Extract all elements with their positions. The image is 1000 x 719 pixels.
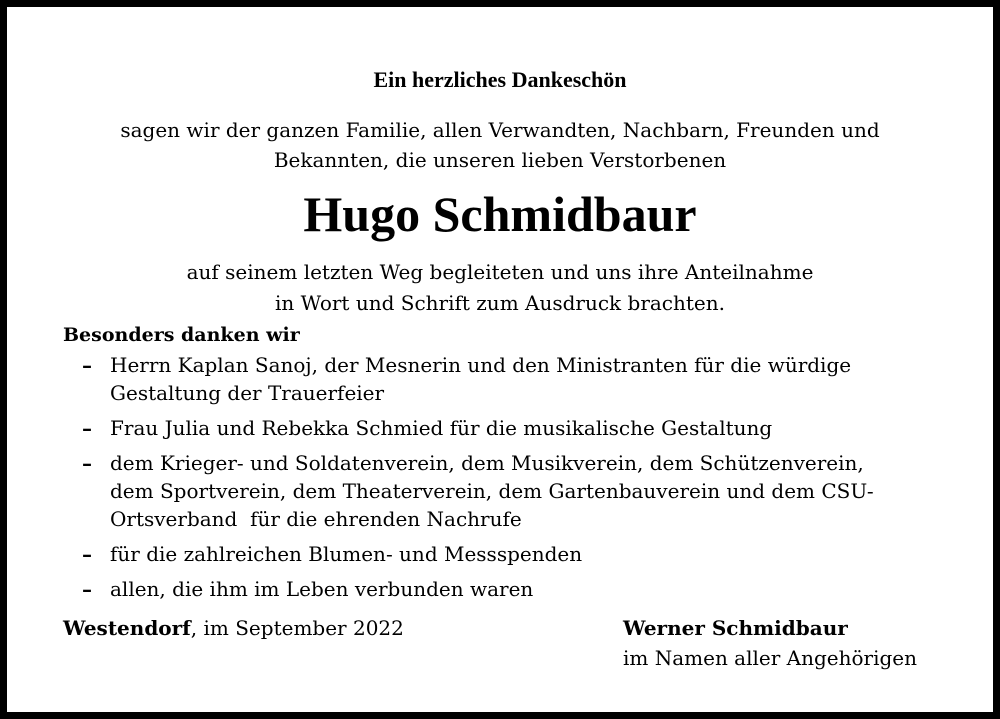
place-date: [63, 613, 404, 643]
list-item: [82, 449, 942, 533]
list-item-line: Gestaltung der Trauerfeier: [110, 381, 385, 405]
thanks-paragraph: [7, 115, 993, 175]
list-item-line: allen, die ihm im Leben verbunden waren: [110, 577, 534, 601]
list-item: [82, 575, 942, 603]
thanks-line: sagen wir der ganzen Familie, allen Verwandten, Nachbarn, Freunden und: [120, 118, 880, 142]
thanks-line: Bekannten, die unseren lieben Verstorbenen: [273, 148, 727, 172]
list-item-line: Herrn Kaplan Sanoj, der Mesnerin und den Ministranten für die würdige: [110, 353, 852, 377]
accompanied-line: auf seinem letzten Weg begleiteten und uns ihre Anteilnahme: [186, 260, 814, 284]
list-item-line: Ortsverband für die ehrenden Nachrufe: [110, 507, 522, 531]
signatory-name: Werner Schmidbaur: [623, 616, 848, 640]
signature-block: [623, 613, 917, 673]
date-text: , im September 2022: [190, 616, 404, 640]
list-item-line: dem Krieger- und Soldatenverein, dem Musikverein, dem Schützenverein,: [110, 451, 864, 475]
deceased-name: Hugo Schmidbaur: [303, 186, 697, 242]
place-name: Westendorf: [63, 616, 191, 640]
list-item: [82, 540, 942, 568]
signatory-note: im Namen aller Angehörigen: [623, 646, 918, 670]
dash-bullet-icon: –: [82, 353, 92, 377]
dash-bullet-icon: –: [82, 451, 92, 475]
dash-bullet-icon: –: [82, 577, 92, 601]
notice-heading: Ein herzliches Dankeschön: [373, 67, 627, 92]
list-item-line: Frau Julia und Rebekka Schmied für die musikalische Gestaltung: [110, 416, 773, 440]
accompanied-line: in Wort und Schrift zum Ausdruck brachten.: [274, 291, 726, 315]
dash-bullet-icon: –: [82, 542, 92, 566]
accompanied-paragraph: [7, 257, 993, 319]
dash-bullet-icon: –: [82, 416, 92, 440]
list-item-line: für die zahlreichen Blumen- und Messspenden: [110, 542, 583, 566]
thanks-list: [82, 351, 942, 610]
list-item-line: dem Sportverein, dem Theaterverein, dem Gartenbauverein und dem CSU-: [110, 479, 874, 503]
list-item: [82, 414, 942, 442]
list-item: [82, 351, 942, 407]
special-thanks-heading: Besonders danken wir: [63, 324, 300, 346]
